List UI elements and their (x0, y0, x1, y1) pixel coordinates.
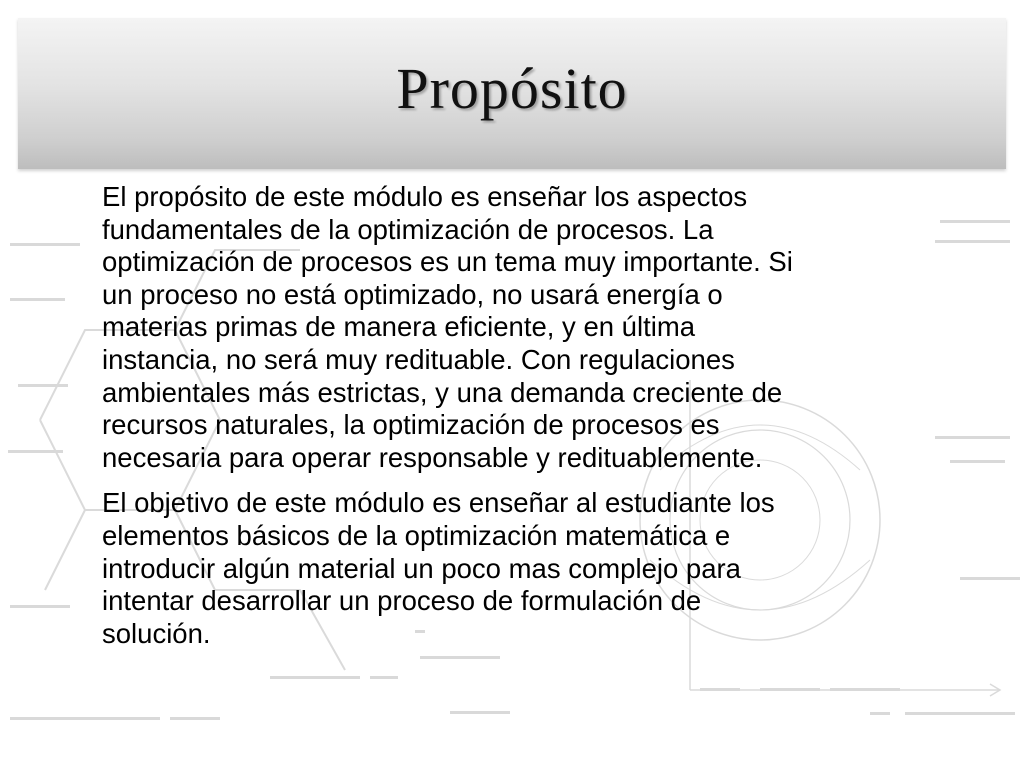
slide-body (102, 181, 982, 663)
paragraph-purpose: El propósito de este módulo es enseñar los aspectos fundamentales de la optimización de procesos. La optimización de procesos es un tema muy importante. Si un proceso no está optimizado, no usará energía o materias primas de manera eficiente, y en última instancia, no será muy redituable. Con regulaciones ambientales más estrictas, y una demanda creciente de recursos naturales, la optimización de procesos es necesaria para operar responsable y redituablemente. (102, 181, 793, 473)
paragraph-objective: El objetivo de este módulo es enseñar al estudiante los elementos básicos de la optimización matemática e introducir algún material un poco mas complejo para intentar desarrollar un proceso de formulación de solución. (102, 487, 775, 649)
slide-title: Propósito (396, 56, 628, 121)
